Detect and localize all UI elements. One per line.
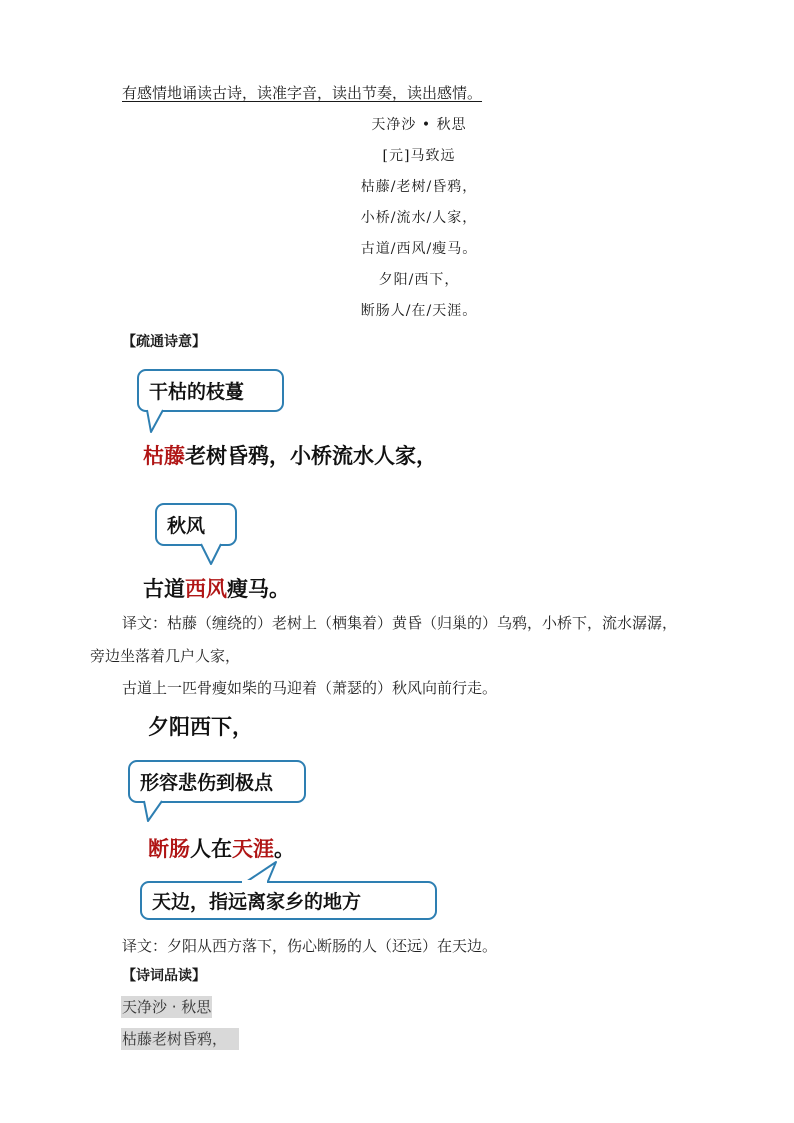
verse-line-2 — [143, 573, 290, 603]
translation-2: 译文：夕阳从西方落下，伤心断肠的人（还远）在天边。 — [122, 937, 498, 955]
poem-line: 断肠人/在/天涯。 — [360, 303, 478, 319]
reading-title-highlight: 天净沙 · 秋思 — [122, 998, 212, 1016]
poem-line: 夕阳/西下， — [378, 272, 460, 288]
verse-line-2-before: 古道 — [143, 577, 185, 601]
verse-line-1-rest: 老树昏鸦，小桥流水人家， — [185, 444, 437, 468]
verse-keyword-duanchang: 断肠 — [148, 837, 190, 861]
reading-verse-highlight: 枯藤老树昏鸦， — [121, 1028, 239, 1050]
callout-kuteng — [137, 369, 284, 412]
callout-tianya — [140, 881, 437, 920]
callout-tail-mask — [240, 880, 280, 886]
verse-line-1 — [143, 440, 437, 470]
verse-line-4-end: 。 — [274, 837, 295, 861]
section-heading-appreciation: 【诗词品读】 — [122, 968, 206, 984]
verse-keyword-kuteng: 枯藤 — [143, 444, 185, 468]
verse-line-4-mid: 人在 — [190, 837, 232, 861]
verse-keyword-tianya: 天涯 — [232, 837, 274, 861]
callout-duanchang-text: 形容悲伤到极点 — [140, 772, 274, 794]
callout-tail — [138, 799, 178, 827]
instruction-text: 有感情地诵读古诗，读准字音，读出节奏，读出感情。 — [122, 84, 483, 102]
poem-line: 枯藤/老树/昏鸦， — [360, 179, 478, 195]
callout-tianya-text: 天边，指远离家乡的地方 — [152, 891, 362, 913]
callout-tail — [137, 408, 177, 436]
translation-1-line-3: 古道上一匹骨瘦如柴的马迎着（萧瑟的）秋风向前行走。 — [122, 679, 498, 697]
reading-line — [121, 1028, 239, 1049]
reading-line — [121, 996, 212, 1017]
callout-kuteng-text: 干枯的枝蔓 — [149, 381, 245, 403]
translation-1-line-2: 旁边坐落着几户人家， — [90, 647, 241, 665]
verse-line-3: 夕阳西下， — [148, 715, 253, 739]
poem-author: [元]马致远 — [382, 148, 456, 164]
verse-line-2-after: 瘦马。 — [227, 577, 290, 601]
poem-line: 古道/西风/瘦马。 — [360, 241, 478, 257]
callout-xifeng — [155, 503, 237, 546]
poem-line: 小桥/流水/人家， — [360, 210, 478, 226]
poem-title: 天净沙 • 秋思 — [371, 117, 467, 133]
verse-keyword-xifeng: 西风 — [185, 577, 227, 601]
translation-1-line-1: 译文：枯藤（缠绕的）老树上（栖集着）黄昏（归巢的）乌鸦，小桥下，流水潺潺， — [122, 614, 678, 632]
section-heading-meaning: 【疏通诗意】 — [122, 334, 206, 350]
callout-duanchang — [128, 760, 306, 803]
callout-tail — [195, 542, 235, 570]
callout-xifeng-text: 秋风 — [167, 515, 206, 537]
